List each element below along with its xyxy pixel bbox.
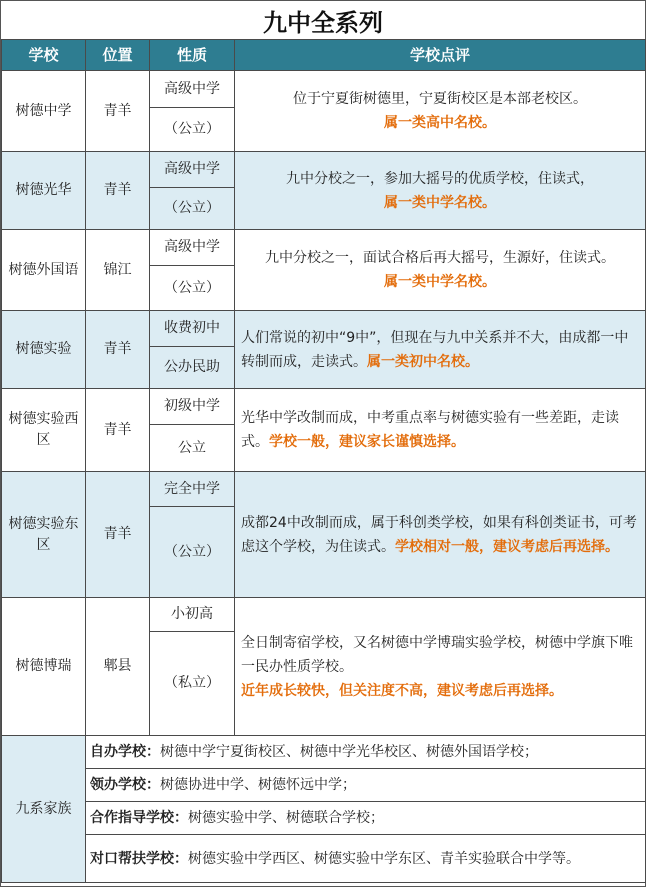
school-type: 高级中学 [150, 152, 235, 188]
family-line [86, 802, 646, 835]
review-highlight: 近年成长较快，但关注度不高，建议考虑后再选择。 [241, 682, 563, 699]
review-text: 人们常说的初中“9中”，但现在与九中关系并不大，由成都一中转制而成，走读式。 [241, 329, 629, 370]
school-type: 小初高 [150, 598, 235, 632]
school-type: 完全中学 [150, 472, 235, 507]
table-row [2, 472, 646, 507]
review-highlight: 属一类中学名校。 [384, 194, 496, 211]
school-review [235, 152, 646, 230]
school-name: 树德外国语 [2, 230, 86, 311]
school-type: 高级中学 [150, 230, 235, 266]
family-row [2, 802, 646, 835]
header-type: 性质 [150, 40, 235, 71]
header-location: 位置 [86, 40, 150, 71]
family-line-key: 合作指导学校： [90, 810, 188, 826]
school-review [235, 230, 646, 311]
school-location: 青羊 [86, 472, 150, 598]
header-review: 学校点评 [235, 40, 646, 71]
family-line-value: 树德中学宁夏街校区、树德中学光华校区、树德外国语学校； [160, 744, 538, 760]
family-line-value: 树德实验中学、树德联合学校； [188, 810, 384, 826]
school-location: 青羊 [86, 389, 150, 472]
review-text: 光华中学改制而成，中考重点率与树德实验有一些差距，走读式。 [241, 410, 619, 450]
review-text: 全日制寄宿学校，又名树德中学博瑞实验学校，树德中学旗下唯一民办性质学校。 [241, 634, 633, 675]
family-row [2, 835, 646, 883]
school-ownership: （公立） [150, 266, 235, 311]
table-row [2, 230, 646, 266]
family-line-value: 树德协进中学、树德怀远中学； [160, 777, 356, 793]
family-line-value: 树德实验中学西区、树德实验中学东区、青羊实验联合中学等。 [188, 850, 580, 867]
school-type: 收费初中 [150, 311, 235, 347]
school-review [235, 472, 646, 598]
school-ownership: 公立 [150, 425, 235, 472]
school-location: 郫县 [86, 598, 150, 736]
family-line-key: 领办学校： [90, 777, 160, 793]
school-ownership: （私立） [150, 632, 235, 736]
school-type: 初级中学 [150, 389, 235, 425]
school-name: 树德实验东区 [2, 472, 86, 598]
review-highlight: 学校相对一般，建议考虑后再选择。 [395, 538, 619, 555]
school-ownership: （公立） [150, 108, 235, 152]
school-name: 树德光华 [2, 152, 86, 230]
family-label: 九系家族 [2, 736, 86, 883]
school-name: 树德中学 [2, 71, 86, 152]
school-location: 青羊 [86, 152, 150, 230]
school-review [235, 311, 646, 389]
review-text: 成都24中改制而成，属于科创类学校，如果有科创类证书，可考虑这个学校，为住读式。 [241, 514, 637, 555]
school-type: 高级中学 [150, 71, 235, 108]
review-text: 九中分校之一，参加大摇号的优质学校，住读式， [286, 170, 594, 187]
school-location: 锦江 [86, 230, 150, 311]
review-highlight: 属一类中学名校。 [384, 274, 496, 290]
table-row [2, 311, 646, 347]
table-row [2, 598, 646, 632]
table-row [2, 71, 646, 108]
family-line [86, 736, 646, 769]
school-review [235, 598, 646, 736]
header-school: 学校 [2, 40, 86, 71]
family-row [2, 769, 646, 802]
review-highlight: 属一类初中名校。 [367, 353, 479, 370]
school-location: 青羊 [86, 71, 150, 152]
review-highlight: 学校一般，建议家长谨慎选择。 [269, 434, 465, 450]
school-review [235, 71, 646, 152]
school-ownership: （公立） [150, 507, 235, 598]
school-location: 青羊 [86, 311, 150, 389]
school-review [235, 389, 646, 472]
school-ownership: （公立） [150, 188, 235, 230]
table-row [2, 152, 646, 188]
family-line-key: 对口帮扶学校： [90, 850, 188, 867]
table-row [2, 389, 646, 425]
family-line [86, 835, 646, 883]
family-line [86, 769, 646, 802]
school-name: 树德实验 [2, 311, 86, 389]
family-line-key: 自办学校： [90, 744, 160, 760]
review-highlight: 属一类高中名校。 [384, 115, 496, 131]
table-header-row [2, 40, 646, 71]
page-title: 九中全系列 [263, 8, 383, 37]
review-text: 位于宁夏街树德里，宁夏街校区是本部老校区。 [293, 91, 587, 107]
school-ownership: 公办民助 [150, 347, 235, 389]
family-row [2, 736, 646, 769]
review-text: 九中分校之一，面试合格后再大摇号，生源好，住读式。 [265, 250, 615, 266]
school-name: 树德实验西区 [2, 389, 86, 472]
school-name: 树德博瑞 [2, 598, 86, 736]
school-table [1, 39, 646, 883]
